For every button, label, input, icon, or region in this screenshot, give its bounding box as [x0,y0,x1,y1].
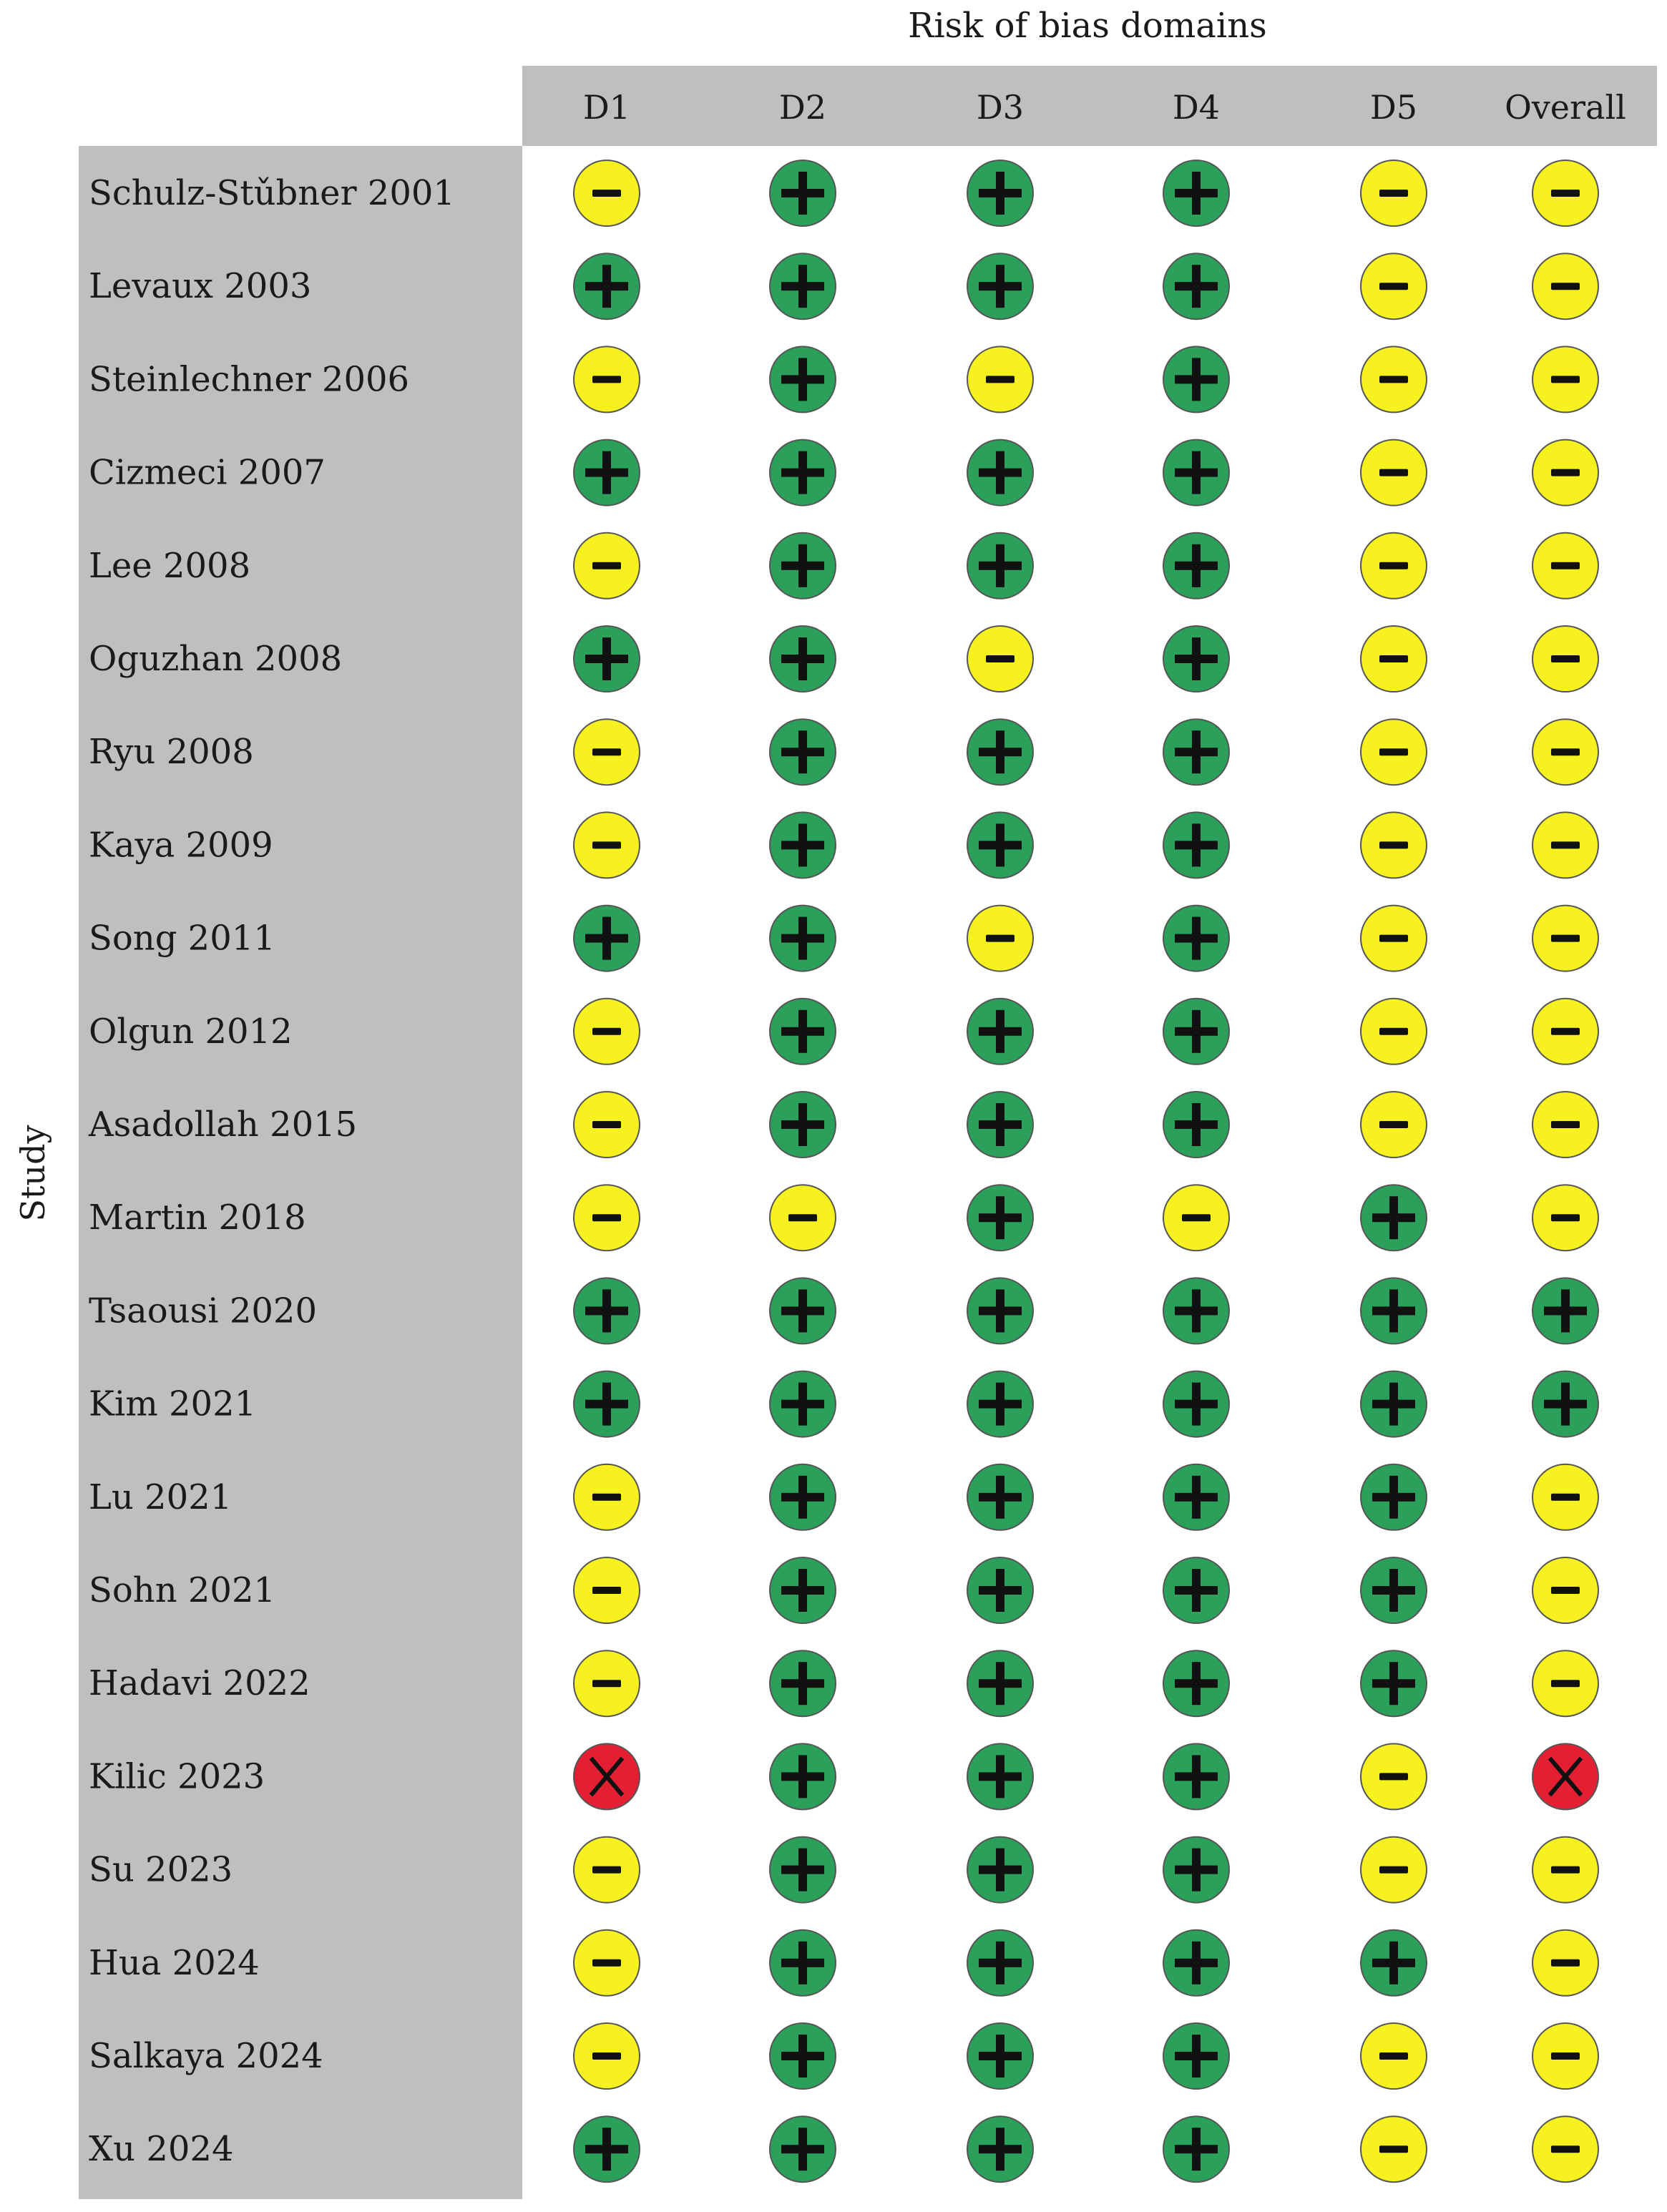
column-header-d1: D1 [582,88,631,127]
judgement-low-icon [1163,1464,1229,1530]
judgement-low-icon [770,1464,836,1530]
judgement-low-icon [770,1278,836,1344]
judgement-some-icon [1532,719,1598,785]
judgement-low-icon [967,1557,1033,1623]
judgement-low-icon [967,440,1033,506]
judgement-low-icon [967,999,1033,1065]
judgement-some-icon [574,1185,640,1251]
judgement-some-icon [1532,160,1598,226]
judgement-some-icon [1361,160,1427,226]
judgement-some-icon [1361,719,1427,785]
judgement-some-icon [1361,1743,1427,1809]
judgement-low-icon [770,2116,836,2182]
judgement-low-icon [770,346,836,412]
judgement-some-icon [1532,253,1598,319]
judgement-low-icon [967,1650,1033,1716]
judgement-low-icon [967,1743,1033,1809]
judgement-some-icon [574,1650,640,1716]
study-label: Hadavi 2022 [89,1663,311,1704]
judgement-low-icon [574,2116,640,2182]
header-band [522,66,1657,146]
judgement-low-icon [967,1837,1033,1903]
judgement-some-icon [1532,626,1598,692]
judgement-some-icon [574,1092,640,1158]
judgement-some-icon [1361,906,1427,972]
y-axis-label: Study [14,1125,52,1222]
judgement-some-icon [1532,1092,1598,1158]
judgement-some-icon [574,719,640,785]
study-label: Martin 2018 [89,1198,306,1238]
study-label: Ryu 2008 [89,732,254,773]
study-label: Steinlechner 2006 [89,359,410,400]
judgement-some-icon [574,812,640,878]
judgement-low-icon [1163,1557,1229,1623]
judgement-low-icon [770,1371,836,1437]
judgement-low-icon [770,1092,836,1158]
study-label: Cizmeci 2007 [89,452,326,493]
judgement-low-icon [1361,1464,1427,1530]
study-label: Asadollah 2015 [89,1105,358,1145]
judgement-some-icon [574,1930,640,1996]
judgement-low-icon [1163,1930,1229,1996]
study-label: Kaya 2009 [89,825,273,866]
judgement-low-icon [574,1371,640,1437]
judgement-low-icon [1361,1650,1427,1716]
judgement-low-icon [1361,1185,1427,1251]
judgement-high-icon [1532,1743,1598,1809]
judgement-low-icon [770,440,836,506]
judgement-low-icon [770,253,836,319]
judgement-some-icon [1532,2023,1598,2089]
judgement-low-icon [1361,1557,1427,1623]
judgement-high-icon [574,1743,640,1809]
judgement-low-icon [1163,1743,1229,1809]
judgement-some-icon [1532,1185,1598,1251]
judgement-some-icon [1532,999,1598,1065]
judgement-low-icon [1163,253,1229,319]
judgement-some-icon [1532,906,1598,972]
study-label: Su 2023 [89,1849,233,1890]
study-label: Lu 2021 [89,1477,233,1517]
judgement-some-icon [770,1185,836,1251]
judgement-some-icon [574,533,640,599]
judgement-low-icon [967,1092,1033,1158]
judgement-low-icon [967,1371,1033,1437]
judgement-low-icon [967,160,1033,226]
judgement-some-icon [574,1557,640,1623]
judgement-low-icon [967,1930,1033,1996]
column-header-overall: Overall [1505,88,1626,127]
judgement-low-icon [1163,1092,1229,1158]
judgement-low-icon [1163,440,1229,506]
study-label: Xu 2024 [89,2129,234,2170]
judgement-some-icon [1361,999,1427,1065]
judgement-low-icon [1361,1278,1427,1344]
judgement-some-icon [1361,1092,1427,1158]
judgement-some-icon [967,626,1033,692]
judgement-low-icon [770,906,836,972]
judgement-some-icon [1361,2116,1427,2182]
judgement-some-icon [574,160,640,226]
judgement-some-icon [1532,1837,1598,1903]
column-header-d4: D4 [1172,88,1221,127]
judgement-low-icon [574,1278,640,1344]
judgement-low-icon [1163,533,1229,599]
judgement-low-icon [967,1464,1033,1530]
judgement-low-icon [770,719,836,785]
judgement-low-icon [770,160,836,226]
judgement-low-icon [574,626,640,692]
judgement-low-icon [770,1743,836,1809]
judgement-low-icon [1163,2116,1229,2182]
study-label: Oguzhan 2008 [89,639,343,679]
judgement-low-icon [967,2116,1033,2182]
chart-title: Risk of bias domains [908,6,1267,46]
judgement-low-icon [1163,719,1229,785]
judgement-some-icon [1361,440,1427,506]
judgement-low-icon [1163,346,1229,412]
column-header-d3: D3 [976,88,1025,127]
study-label: Song 2011 [89,918,275,959]
judgement-low-icon [1163,160,1229,226]
judgement-some-icon [1532,812,1598,878]
judgement-low-icon [770,533,836,599]
judgement-low-icon [1361,1371,1427,1437]
judgement-low-icon [1163,1371,1229,1437]
judgement-some-icon [574,1837,640,1903]
judgement-low-icon [770,812,836,878]
judgement-some-icon [1361,2023,1427,2089]
study-label: Tsaousi 2020 [89,1291,317,1331]
judgement-low-icon [967,1278,1033,1344]
judgement-low-icon [574,906,640,972]
judgement-some-icon [1532,533,1598,599]
judgement-some-icon [1163,1185,1229,1251]
judgement-low-icon [1163,2023,1229,2089]
judgement-low-icon [770,2023,836,2089]
judgement-some-icon [574,346,640,412]
judgement-low-icon [770,999,836,1065]
judgement-some-icon [967,346,1033,412]
judgement-some-icon [1361,812,1427,878]
judgement-low-icon [967,719,1033,785]
judgement-low-icon [1163,999,1229,1065]
judgement-some-icon [1532,440,1598,506]
column-header-d5: D5 [1369,88,1418,127]
judgement-some-icon [1532,2116,1598,2182]
judgement-some-icon [574,1464,640,1530]
judgement-some-icon [1532,346,1598,412]
judgement-some-icon [1532,1650,1598,1716]
study-label: Sohn 2021 [89,1570,276,1610]
judgement-low-icon [574,253,640,319]
judgement-low-icon [770,1837,836,1903]
judgement-some-icon [1361,626,1427,692]
judgement-low-icon [967,812,1033,878]
judgement-low-icon [967,1185,1033,1251]
judgement-low-icon [967,253,1033,319]
judgement-some-icon [1532,1464,1598,1530]
judgement-some-icon [1361,1837,1427,1903]
study-label: Levaux 2003 [89,266,312,307]
judgement-some-icon [967,906,1033,972]
study-label: Schulz-Stǔbner 2001 [89,173,455,213]
judgement-low-icon [770,1650,836,1716]
judgement-low-icon [967,533,1033,599]
judgement-low-icon [967,2023,1033,2089]
study-label: Hua 2024 [89,1942,260,1983]
study-label: Lee 2008 [89,545,251,586]
judgement-low-icon [1163,1650,1229,1716]
judgement-low-icon [770,1557,836,1623]
study-label: Olgun 2012 [89,1011,293,1052]
study-label: Kim 2021 [89,1384,257,1424]
study-label: Kilic 2023 [89,1756,265,1797]
judgement-some-icon [574,999,640,1065]
judgement-low-icon [1361,1930,1427,1996]
judgement-low-icon [1163,626,1229,692]
judgement-low-icon [1532,1278,1598,1344]
judgement-some-icon [1532,1930,1598,1996]
judgement-low-icon [1163,1278,1229,1344]
judgement-low-icon [770,626,836,692]
judgement-some-icon [574,2023,640,2089]
judgement-some-icon [1361,533,1427,599]
judgement-low-icon [1532,1371,1598,1437]
judgement-low-icon [574,440,640,506]
judgement-some-icon [1361,253,1427,319]
judgement-low-icon [1163,906,1229,972]
judgement-low-icon [770,1930,836,1996]
judgement-some-icon [1361,346,1427,412]
judgement-low-icon [1163,1837,1229,1903]
judgement-some-icon [1532,1557,1598,1623]
study-label: Salkaya 2024 [89,2036,323,2076]
column-header-d2: D2 [778,88,827,127]
judgement-low-icon [1163,812,1229,878]
